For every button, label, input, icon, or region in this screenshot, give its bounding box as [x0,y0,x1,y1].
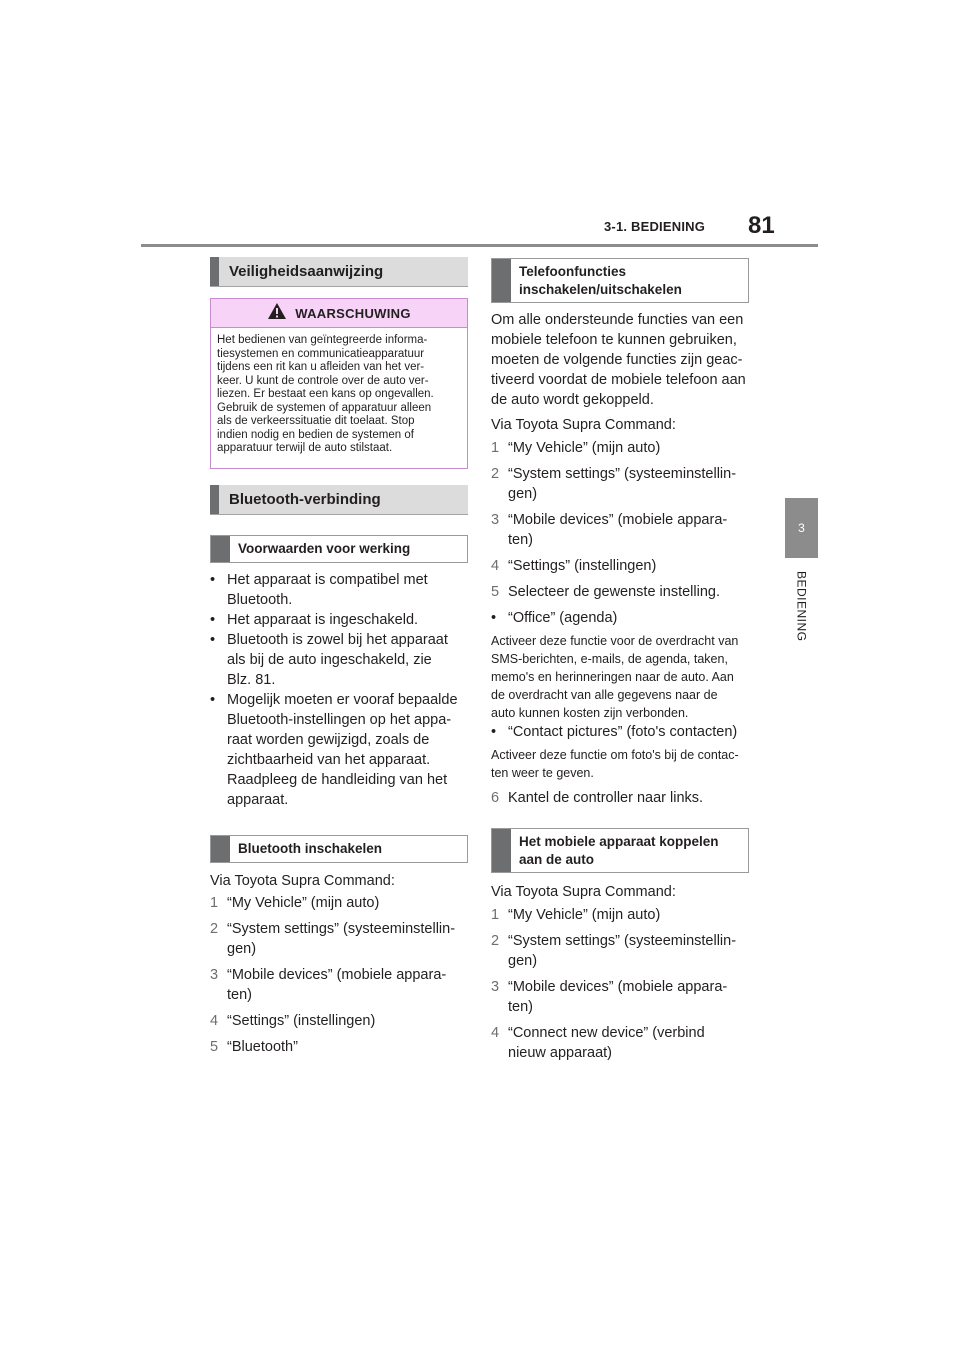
subheading-phone-functions-text [511,259,690,302]
subheading-conditions [210,535,468,563]
text-line: “System settings” (systeeminstellin- [508,466,737,482]
text-line: “Mobile devices” (mobiele appara- [508,979,728,995]
step-text [508,977,727,1017]
step-number: 4 [491,1025,500,1041]
text-line: SMS-berichten, e-mails, de agenda, taken, [491,652,728,666]
step-item [491,1023,753,1063]
step-number: 5 [491,584,500,600]
text-line: ten) [227,987,252,1003]
heading-safety-text: Veiligheidsaanwijzing [229,263,384,280]
subheading-line: Telefoonfuncties [519,263,627,279]
step-text [227,965,446,1005]
text-line: “Bluetooth” [227,1039,298,1055]
step-text [508,1023,705,1063]
bullet-text [227,570,428,610]
bullet-mark: • [491,724,497,740]
text-line: apparaat. [227,792,289,808]
bullet-text [508,608,617,628]
text-line: Activeer deze functie om foto's bij de contac- [491,748,739,762]
subheading-enable [210,835,468,863]
step-number: 2 [210,921,219,937]
text-line: “Connect new device” (verbind [508,1025,705,1041]
text-line: de overdracht van alle gegevens naar de [491,688,718,702]
step-item [210,1011,470,1031]
warning-line: tiesystemen en communicatieapparatuur [217,347,425,360]
text-line: “Settings” (instellingen) [508,558,657,574]
page-number: 81 [748,212,775,239]
step-number: 1 [491,440,500,456]
text-line: “Settings” (instellingen) [227,1013,376,1029]
contact-note [491,746,753,782]
warning-line: keer. U kunt de controle over de auto ver- [217,374,429,387]
pair-steps [491,905,753,1069]
text-line: auto kunnen kosten zijn verbonden. [491,706,689,720]
step-text [508,905,660,925]
text-line: nieuw apparaat) [508,1045,612,1061]
step-text [508,582,720,602]
bullet-mark: • [210,572,216,588]
step-item [491,977,753,1017]
text-line: Raadpleeg de handleiding van het [227,772,448,788]
text-line: gen) [508,486,538,502]
heading-bluetooth [210,485,468,515]
step-item [491,582,753,602]
warning-title: WAARSCHUWING [295,305,411,321]
step-number: 1 [210,895,219,911]
text-line: Mogelijk moeten er vooraf bepaalde [227,692,458,708]
text-line: zichtbaarheid van het apparaat. [227,752,431,768]
text-line: Bluetooth is zowel bij het apparaat [227,632,448,648]
office-note [491,632,753,722]
bullet-item [210,570,470,610]
text-line: gen) [227,941,257,957]
text-line: “Office” (agenda) [508,610,618,626]
enable-steps [210,893,470,1063]
text-line: Bluetooth. [227,592,293,608]
bullet-mark: • [210,612,216,628]
step-number: 3 [491,512,500,528]
col2-flow [491,310,753,808]
text-line: Selecteer de gewenste instelling. [508,584,720,600]
warning-line: apparatuur terwijl de auto stilstaat. [217,442,393,454]
step-item [210,893,470,913]
step-number: 2 [491,933,500,949]
text-line: gen) [508,953,538,969]
text-line: mobiele telefoon te kunnen gebruiken, [491,332,737,348]
text-line: ten) [508,532,533,548]
step-number: 1 [491,907,500,923]
bullet-item [491,722,753,742]
warning-line: liezen. Er bestaat een kans op ongevallen. [217,388,434,400]
step-text [227,919,455,959]
step-number: 3 [491,979,500,995]
text-line: “Mobile devices” (mobiele appara- [508,512,728,528]
intro-paragraph [491,310,753,410]
text-line: als bij de auto ingeschakeld, zie [227,652,432,668]
text-line: Bluetooth-instellingen op het appa- [227,712,452,728]
subheading-enable-text: Bluetooth inschakelen [238,841,383,856]
step-text [508,556,656,576]
subheading-phone-functions [491,258,749,303]
step-item [491,788,753,808]
bullet-item [210,690,470,810]
bullet-item [210,610,470,630]
warning-line: als de verkeerssituatie dit toelaat. Stop [217,415,415,427]
via-text: Via Toyota Supra Command: [210,873,395,889]
subheading-pair-text [511,829,727,872]
step-text [508,788,703,808]
conditions-list [210,570,470,810]
bullet-mark: • [210,692,216,708]
step-text [508,438,660,458]
warning-triangle-icon [267,302,287,325]
heading-safety [210,257,468,287]
bullet-mark: • [491,610,497,626]
step-item [491,510,753,550]
text-line: ten) [508,999,533,1015]
step-number: 3 [210,967,219,983]
text-line: “My Vehicle” (mijn auto) [227,895,380,911]
text-line: ten weer te geven. [491,766,594,780]
text-line: “System settings” (systeeminstellin- [227,921,456,937]
header-rule [141,244,818,247]
bullet-item [491,608,753,628]
text-line: “Mobile devices” (mobiele appara- [227,967,447,983]
text-line: de auto wordt gekoppeld. [491,392,654,408]
text-line: “Contact pictures” (foto's contacten) [508,724,738,740]
text-line: “My Vehicle” (mijn auto) [508,440,661,456]
warning-box [210,298,468,469]
step-text [508,464,736,504]
warning-line: tijdens een rit kan u afleiden van het ver- [217,361,425,373]
bullet-item [210,630,470,690]
step-item [210,965,470,1005]
bullet-mark: • [210,632,216,648]
chapter-number: 3 [798,521,805,535]
bullet-text [227,630,448,690]
step-item [210,1037,470,1057]
step-item [491,931,753,971]
step-item [491,438,753,458]
heading-bluetooth-text: Bluetooth-verbinding [229,491,381,508]
text-line: “My Vehicle” (mijn auto) [508,907,661,923]
via-text-2: Via Toyota Supra Command: [491,884,676,900]
text-line: Activeer deze functie voor de overdracht van [491,634,739,648]
text-line: Om alle ondersteunde functies van een [491,312,744,328]
text-line: moeten de volgende functies zijn geac- [491,352,743,368]
step-text [508,931,736,971]
bullet-text [227,610,418,630]
step-item [491,464,753,504]
subheading-line: aan de auto [519,851,595,867]
bullet-text [508,722,737,742]
step-item [491,905,753,925]
text-line: Kantel de controller naar links. [508,790,704,806]
warning-text [211,328,467,456]
warning-line: indien nodig en bedien de systemen of [217,428,414,441]
text-line: “System settings” (systeeminstellin- [508,933,737,949]
chapter-label: BEDIENING [794,570,809,642]
subheading-line: inschakelen/uitschakelen [519,281,682,297]
text-line: Blz. 81. [227,672,276,688]
text-line: raat worden gewijzigd, zoals de [227,732,430,748]
bullet-text [227,690,458,810]
section-title: 3-1. BEDIENING [604,219,706,234]
step-text [227,1037,298,1057]
warning-line: Gebruik de systemen of apparatuur alleen [217,401,432,414]
step-item [210,919,470,959]
subheading-pair [491,828,749,873]
warning-header [211,299,467,328]
step-item [491,556,753,576]
text-line: Het apparaat is compatibel met [227,572,428,588]
step-text [227,893,379,913]
text-line: tiveerd voordat de mobiele telefoon aan [491,372,746,388]
subheading-conditions-text: Voorwaarden voor werking [238,541,411,556]
subheading-line: Het mobiele apparaat koppelen [519,833,719,849]
step-number: 4 [210,1013,219,1029]
warning-line: Het bedienen van geïntegreerde informa- [217,334,428,346]
text-line: memo's en herinneringen naar de auto. Aan [491,670,734,684]
via-text: Via Toyota Supra Command: [491,417,676,433]
step-number: 5 [210,1039,219,1055]
step-number: 6 [491,790,500,806]
step-text [508,510,727,550]
step-number: 4 [491,558,500,574]
step-number: 2 [491,466,500,482]
step-text [227,1011,375,1031]
chapter-tab [785,498,818,558]
text-line: Het apparaat is ingeschakeld. [227,612,419,628]
